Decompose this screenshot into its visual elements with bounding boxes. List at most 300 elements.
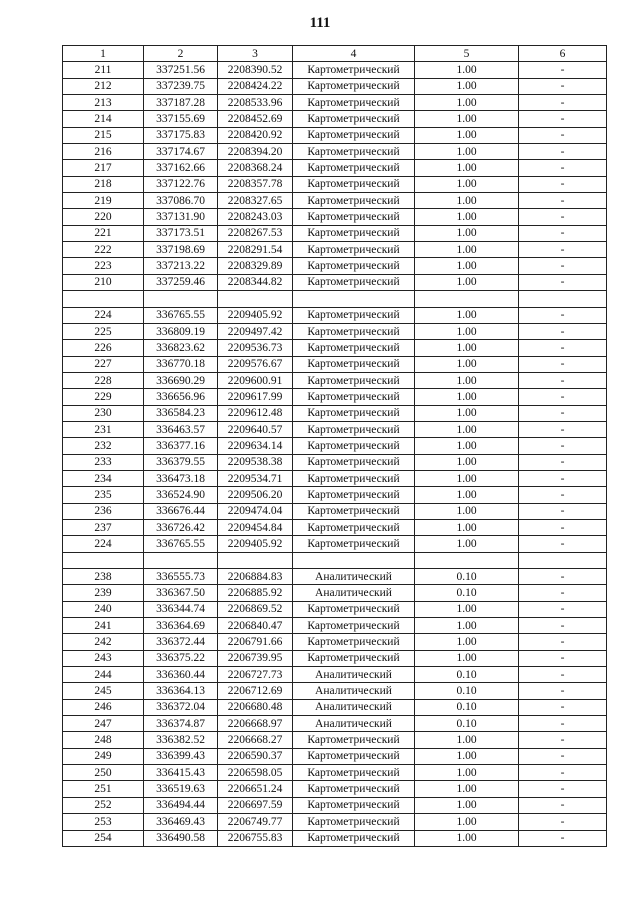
method-cell: Аналитический [293,569,415,585]
y-coordinate-cell: 2209534.71 [218,470,293,486]
table-row [63,618,607,634]
point-number-cell: 224 [63,307,144,323]
y-coordinate-cell: 2209640.57 [218,421,293,437]
point-number-cell: 223 [63,258,144,274]
y-coordinate-cell: 2208291.54 [218,242,293,258]
table-row [63,111,607,127]
accuracy-cell: 0.10 [415,716,519,732]
column-header-1: 1 [63,46,144,62]
x-coordinate-cell: 336344.74 [144,601,218,617]
x-coordinate-cell: 336367.50 [144,585,218,601]
method-cell: Картометрический [293,95,415,111]
y-coordinate-cell: 2209576.67 [218,356,293,372]
note-cell: - [519,340,607,356]
y-coordinate-cell: 2209474.04 [218,503,293,519]
point-number-cell: 214 [63,111,144,127]
point-number-cell: 221 [63,225,144,241]
accuracy-cell: 1.00 [415,111,519,127]
point-number-cell: 224 [63,536,144,552]
y-coordinate-cell: 2208420.92 [218,127,293,143]
method-cell: Картометрический [293,503,415,519]
note-cell: - [519,176,607,192]
note-cell: - [519,830,607,846]
accuracy-cell: 1.00 [415,536,519,552]
point-number-cell: 247 [63,716,144,732]
x-coordinate-cell: 337162.66 [144,160,218,176]
table-header-row [63,46,607,62]
table-row [63,193,607,209]
accuracy-cell: 1.00 [415,356,519,372]
point-number-cell: 251 [63,781,144,797]
method-cell: Картометрический [293,405,415,421]
note-cell: - [519,814,607,830]
point-number-cell: 229 [63,389,144,405]
x-coordinate-cell: 337155.69 [144,111,218,127]
method-cell: Картометрический [293,193,415,209]
accuracy-cell: 1.00 [415,160,519,176]
note-cell: - [519,683,607,699]
y-coordinate-cell: 2206668.27 [218,732,293,748]
method-cell: Картометрический [293,258,415,274]
point-number-cell: 217 [63,160,144,176]
y-coordinate-cell: 2206697.59 [218,797,293,813]
accuracy-cell: 1.00 [415,601,519,617]
method-cell: Картометрический [293,781,415,797]
note-cell: - [519,209,607,225]
table-row [63,601,607,617]
y-coordinate-cell: 2208243.03 [218,209,293,225]
point-number-cell: 227 [63,356,144,372]
note-cell: - [519,470,607,486]
note-cell: - [519,389,607,405]
table-row [63,372,607,388]
note-cell: - [519,193,607,209]
point-number-cell: 245 [63,683,144,699]
method-cell: Картометрический [293,225,415,241]
table-row [63,78,607,94]
table-row [63,258,607,274]
method-cell: Картометрический [293,454,415,470]
point-number-cell: 230 [63,405,144,421]
point-number-cell: 218 [63,176,144,192]
y-coordinate-cell: 2208390.52 [218,62,293,78]
method-cell [293,552,415,568]
accuracy-cell: 1.00 [415,438,519,454]
x-coordinate-cell: 336415.43 [144,765,218,781]
y-coordinate-cell: 2208424.22 [218,78,293,94]
accuracy-cell: 1.00 [415,95,519,111]
y-coordinate-cell: 2209506.20 [218,487,293,503]
accuracy-cell: 1.00 [415,748,519,764]
point-number-cell: 254 [63,830,144,846]
accuracy-cell: 1.00 [415,830,519,846]
table-row [63,519,607,535]
accuracy-cell: 1.00 [415,144,519,160]
method-cell: Картометрический [293,340,415,356]
y-coordinate-cell: 2209600.91 [218,372,293,388]
note-cell: - [519,356,607,372]
accuracy-cell: 0.10 [415,667,519,683]
note-cell: - [519,62,607,78]
accuracy-cell: 1.00 [415,634,519,650]
table-row [63,95,607,111]
y-coordinate-cell: 2208327.65 [218,193,293,209]
table-row [63,242,607,258]
x-coordinate-cell: 337174.67 [144,144,218,160]
y-coordinate-cell: 2209454.84 [218,519,293,535]
x-coordinate-cell [144,552,218,568]
table-row [63,389,607,405]
method-cell: Картометрический [293,618,415,634]
y-coordinate-cell: 2206869.52 [218,601,293,617]
x-coordinate-cell: 336823.62 [144,340,218,356]
column-header-6: 6 [519,46,607,62]
coordinates-table [62,45,607,847]
x-coordinate-cell: 337131.90 [144,209,218,225]
method-cell: Картометрический [293,127,415,143]
table-row [63,62,607,78]
y-coordinate-cell: 2206840.47 [218,618,293,634]
point-number-cell: 249 [63,748,144,764]
method-cell: Картометрический [293,111,415,127]
accuracy-cell: 1.00 [415,307,519,323]
method-cell: Картометрический [293,242,415,258]
column-header-5: 5 [415,46,519,62]
x-coordinate-cell: 336399.43 [144,748,218,764]
point-number-cell: 242 [63,634,144,650]
table-row [63,176,607,192]
y-coordinate-cell [218,552,293,568]
x-coordinate-cell: 337259.46 [144,274,218,290]
x-coordinate-cell: 336690.29 [144,372,218,388]
method-cell: Картометрический [293,176,415,192]
point-number-cell: 246 [63,699,144,715]
note-cell: - [519,519,607,535]
point-number-cell: 216 [63,144,144,160]
point-number-cell: 241 [63,618,144,634]
point-number-cell: 222 [63,242,144,258]
x-coordinate-cell: 336364.69 [144,618,218,634]
y-coordinate-cell: 2206590.37 [218,748,293,764]
table-body [63,62,607,847]
note-cell: - [519,585,607,601]
x-coordinate-cell: 336519.63 [144,781,218,797]
note-cell: - [519,274,607,290]
table-row [63,356,607,372]
x-coordinate-cell: 337173.51 [144,225,218,241]
point-number-cell: 232 [63,438,144,454]
x-coordinate-cell: 337251.56 [144,62,218,78]
table-row [63,421,607,437]
column-header-3: 3 [218,46,293,62]
x-coordinate-cell: 336524.90 [144,487,218,503]
x-coordinate-cell: 336584.23 [144,405,218,421]
method-cell: Картометрический [293,389,415,405]
accuracy-cell: 1.00 [415,765,519,781]
method-cell: Картометрический [293,765,415,781]
x-coordinate-cell [144,291,218,307]
x-coordinate-cell: 336473.18 [144,470,218,486]
note-cell: - [519,307,607,323]
method-cell: Картометрический [293,634,415,650]
method-cell: Картометрический [293,209,415,225]
table-row [63,225,607,241]
note-cell: - [519,569,607,585]
table-row [63,699,607,715]
point-number-cell: 239 [63,585,144,601]
note-cell: - [519,716,607,732]
method-cell: Картометрический [293,307,415,323]
point-number-cell: 240 [63,601,144,617]
accuracy-cell: 1.00 [415,797,519,813]
y-coordinate-cell: 2209612.48 [218,405,293,421]
method-cell: Картометрический [293,78,415,94]
point-number-cell: 215 [63,127,144,143]
x-coordinate-cell: 336375.22 [144,650,218,666]
y-coordinate-cell: 2209634.14 [218,438,293,454]
y-coordinate-cell: 2208533.96 [218,95,293,111]
point-number-cell: 253 [63,814,144,830]
table-row [63,797,607,813]
method-cell: Картометрический [293,797,415,813]
x-coordinate-cell: 336377.16 [144,438,218,454]
accuracy-cell: 1.00 [415,323,519,339]
table-row [63,454,607,470]
point-number-cell: 219 [63,193,144,209]
y-coordinate-cell: 2208394.20 [218,144,293,160]
x-coordinate-cell: 336770.18 [144,356,218,372]
point-number-cell: 243 [63,650,144,666]
note-cell: - [519,487,607,503]
y-coordinate-cell: 2206598.05 [218,765,293,781]
point-number-cell: 211 [63,62,144,78]
note-cell: - [519,765,607,781]
method-cell: Картометрический [293,732,415,748]
accuracy-cell: 1.00 [415,470,519,486]
accuracy-cell: 1.00 [415,814,519,830]
method-cell [293,291,415,307]
y-coordinate-cell: 2206884.83 [218,569,293,585]
point-number-cell [63,291,144,307]
method-cell: Картометрический [293,830,415,846]
y-coordinate-cell: 2206651.24 [218,781,293,797]
table-row [63,470,607,486]
x-coordinate-cell: 337198.69 [144,242,218,258]
method-cell: Аналитический [293,716,415,732]
y-coordinate-cell: 2208357.78 [218,176,293,192]
point-number-cell: 250 [63,765,144,781]
y-coordinate-cell: 2206668.97 [218,716,293,732]
point-number-cell: 231 [63,421,144,437]
y-coordinate-cell: 2206791.66 [218,634,293,650]
x-coordinate-cell: 337187.28 [144,95,218,111]
method-cell: Картометрический [293,144,415,160]
method-cell: Картометрический [293,536,415,552]
y-coordinate-cell: 2208368.24 [218,160,293,176]
accuracy-cell: 1.00 [415,176,519,192]
method-cell: Картометрический [293,274,415,290]
point-number-cell: 210 [63,274,144,290]
table-row [63,830,607,846]
table-row [63,650,607,666]
accuracy-cell: 1.00 [415,225,519,241]
table-row [63,127,607,143]
note-cell: - [519,242,607,258]
note-cell: - [519,160,607,176]
note-cell [519,552,607,568]
table-row [63,569,607,585]
x-coordinate-cell: 336726.42 [144,519,218,535]
point-number-cell: 212 [63,78,144,94]
y-coordinate-cell: 2209497.42 [218,323,293,339]
x-coordinate-cell: 336555.73 [144,569,218,585]
note-cell: - [519,650,607,666]
accuracy-cell: 1.00 [415,389,519,405]
x-coordinate-cell: 336372.04 [144,699,218,715]
accuracy-cell: 1.00 [415,732,519,748]
method-cell: Аналитический [293,683,415,699]
x-coordinate-cell: 336765.55 [144,536,218,552]
x-coordinate-cell: 337175.83 [144,127,218,143]
x-coordinate-cell: 336490.58 [144,830,218,846]
point-number-cell: 213 [63,95,144,111]
note-cell: - [519,127,607,143]
table-row [63,683,607,699]
x-coordinate-cell: 336765.55 [144,307,218,323]
accuracy-cell: 1.00 [415,503,519,519]
table-row [63,634,607,650]
method-cell: Картометрический [293,601,415,617]
accuracy-cell: 1.00 [415,193,519,209]
table-row [63,732,607,748]
method-cell: Картометрический [293,356,415,372]
point-number-cell: 220 [63,209,144,225]
x-coordinate-cell: 336676.44 [144,503,218,519]
accuracy-cell: 1.00 [415,209,519,225]
point-number-cell: 235 [63,487,144,503]
y-coordinate-cell [218,291,293,307]
table-row [63,323,607,339]
method-cell: Картометрический [293,160,415,176]
x-coordinate-cell: 336656.96 [144,389,218,405]
accuracy-cell: 1.00 [415,405,519,421]
note-cell: - [519,95,607,111]
table-row [63,781,607,797]
note-cell: - [519,748,607,764]
accuracy-cell: 1.00 [415,487,519,503]
accuracy-cell: 1.00 [415,519,519,535]
point-number-cell: 226 [63,340,144,356]
point-number-cell: 237 [63,519,144,535]
note-cell: - [519,421,607,437]
y-coordinate-cell: 2209617.99 [218,389,293,405]
note-cell [519,291,607,307]
note-cell: - [519,667,607,683]
table-row [63,291,607,307]
table-row [63,536,607,552]
point-number-cell: 233 [63,454,144,470]
x-coordinate-cell: 336360.44 [144,667,218,683]
y-coordinate-cell: 2206885.92 [218,585,293,601]
method-cell: Картометрический [293,421,415,437]
x-coordinate-cell: 336494.44 [144,797,218,813]
note-cell: - [519,372,607,388]
accuracy-cell: 1.00 [415,650,519,666]
y-coordinate-cell: 2209538.38 [218,454,293,470]
y-coordinate-cell: 2208452.69 [218,111,293,127]
note-cell: - [519,258,607,274]
accuracy-cell: 0.10 [415,569,519,585]
table-row [63,160,607,176]
y-coordinate-cell: 2206680.48 [218,699,293,715]
page-number: 111 [309,15,331,31]
method-cell: Картометрический [293,814,415,830]
table-row [63,307,607,323]
y-coordinate-cell: 2206755.83 [218,830,293,846]
table-row [63,748,607,764]
y-coordinate-cell: 2208329.89 [218,258,293,274]
point-number-cell: 225 [63,323,144,339]
method-cell: Аналитический [293,699,415,715]
y-coordinate-cell: 2206739.95 [218,650,293,666]
point-number-cell [63,552,144,568]
accuracy-cell: 1.00 [415,781,519,797]
y-coordinate-cell: 2206727.73 [218,667,293,683]
accuracy-cell [415,552,519,568]
column-header-2: 2 [144,46,218,62]
accuracy-cell: 1.00 [415,78,519,94]
table-row [63,209,607,225]
accuracy-cell: 1.00 [415,258,519,274]
x-coordinate-cell: 336374.87 [144,716,218,732]
point-number-cell: 234 [63,470,144,486]
point-number-cell: 228 [63,372,144,388]
note-cell: - [519,699,607,715]
method-cell: Аналитический [293,667,415,683]
note-cell: - [519,225,607,241]
column-header-4: 4 [293,46,415,62]
method-cell: Картометрический [293,438,415,454]
y-coordinate-cell: 2209405.92 [218,307,293,323]
note-cell: - [519,781,607,797]
x-coordinate-cell: 337122.76 [144,176,218,192]
table-row [63,814,607,830]
table-row [63,487,607,503]
table-row [63,552,607,568]
table-row [63,438,607,454]
accuracy-cell: 1.00 [415,454,519,470]
y-coordinate-cell: 2209536.73 [218,340,293,356]
note-cell: - [519,144,607,160]
note-cell: - [519,503,607,519]
x-coordinate-cell: 337239.75 [144,78,218,94]
note-cell: - [519,438,607,454]
x-coordinate-cell: 336382.52 [144,732,218,748]
point-number-cell: 244 [63,667,144,683]
y-coordinate-cell: 2206712.69 [218,683,293,699]
note-cell: - [519,111,607,127]
method-cell: Картометрический [293,323,415,339]
accuracy-cell: 1.00 [415,618,519,634]
note-cell: - [519,78,607,94]
note-cell: - [519,618,607,634]
x-coordinate-cell: 336463.57 [144,421,218,437]
note-cell: - [519,454,607,470]
method-cell: Картометрический [293,470,415,486]
table-row [63,585,607,601]
table-row [63,405,607,421]
y-coordinate-cell: 2206749.77 [218,814,293,830]
